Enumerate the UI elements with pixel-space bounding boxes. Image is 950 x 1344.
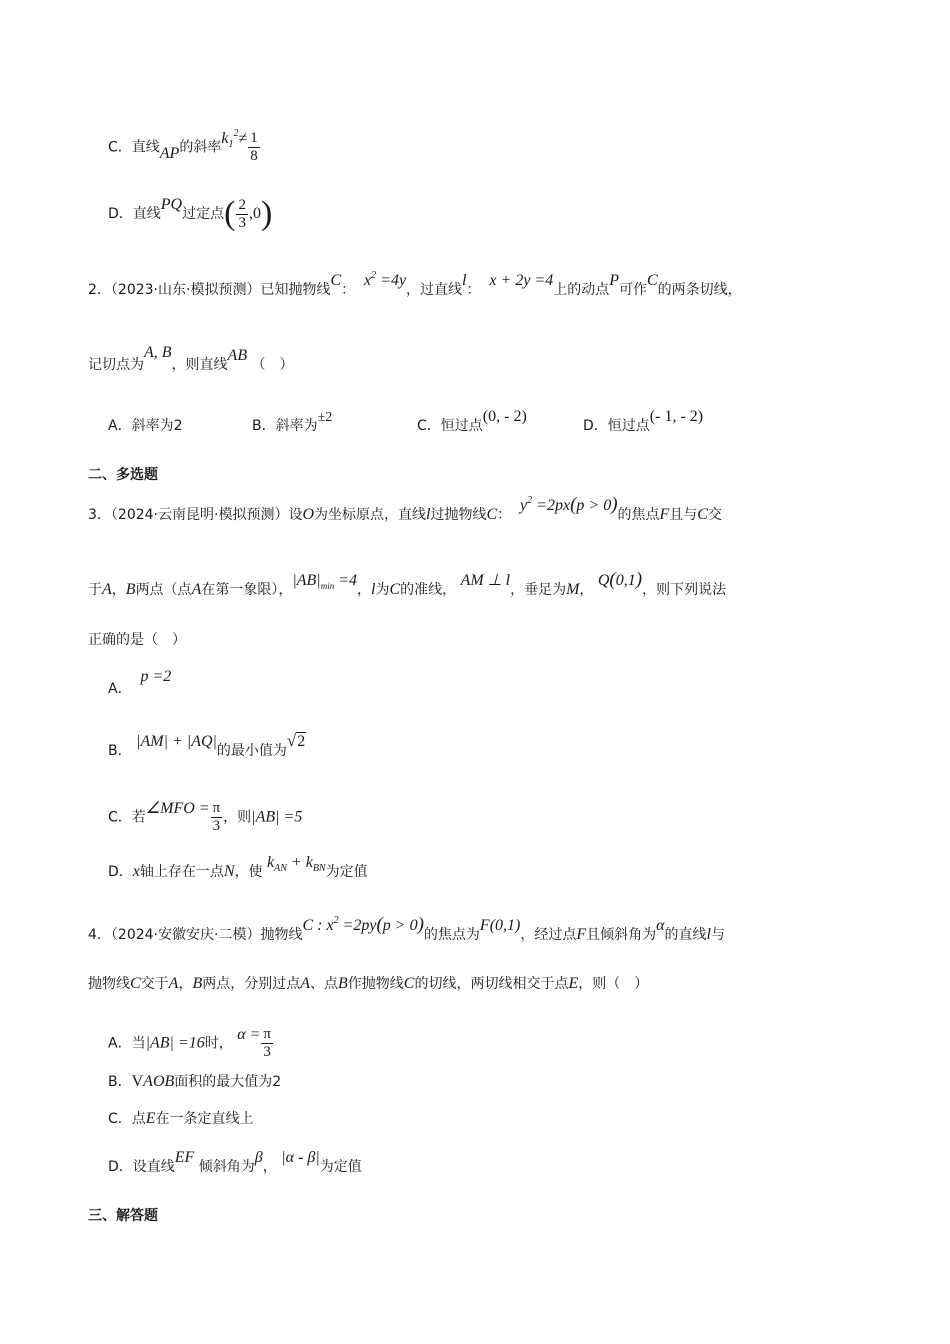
q4-stem-line1: 4．（2024·安徽安庆·二模）抛物线C : $x^2 =2py(p > 0)$的焦点为F(0,1)，经过点F且倾斜角为α的直线l与 [88,914,725,943]
q4-stem-line2: 抛物线C交于A，B两点，分别过点A、点B作抛物线C的切线，两切线相交于点E，则（ ） [88,975,649,992]
q1-option-c: C．直线AP的斜率$k_1^2\ne$ $\frac{1}{8}$ [108,127,258,164]
q3-option-c: C．若∠MFO = $\frac{\pi}{3}$ ，则|AB| =5 [108,799,303,834]
section-heading-multiple-choice: 二、多选题 [88,467,158,483]
q3-stem-line2: 于A，B两点（点A在第一象限），$|AB|_{min} =4$，l为C的准线， AM ⊥ l，垂足为M， Q(0,1)，则下列说法 [88,569,727,598]
q2-option-a: A．斜率为2 [108,418,183,434]
q2-stem-line1: 2．（2023·山东·模拟预测）已知抛物线C： $x^2 =4y$，过直线l： x + 2y =4上的动点P可作C的两条切线， [88,270,742,298]
q3-option-d: D．x轴上存在一点N，使 $k_{AN} + k_{BN}$为定值 [108,854,368,880]
q4-option-b: B．VAOB面积的最大值为2 [108,1073,282,1090]
q3-stem-line3: 正确的是（ ） [88,632,186,648]
q4-option-c: C．点E在一条定直线上 [108,1110,254,1127]
q2-option-c: C．恒过点(0, - 2) [417,408,527,434]
q2-stem-line2: 记切点为A, B，则直线AB （ ） [88,344,294,373]
q3-option-b: B． |AM| + |AQ|的最小值为√2 [108,731,306,759]
q3-stem-line1: 3．（2024·云南昆明·模拟预测）设O为坐标原点，直线l过抛物线C： $y^2 =2px(p > 0)$的焦点F且与C交 [88,494,722,523]
q1-option-d: D．直线PQ过定点( $\frac{2}{3}$ ,0) [108,195,273,232]
q3-option-a: A． p =2 [108,668,172,697]
q4-option-a: A．当|AB| =16时， α = $\frac{\pi}{3}$ [108,1025,271,1060]
q2-option-b: B．斜率为±2 [252,410,333,434]
q2-option-d: D．恒过点(- 1, - 2) [583,408,704,434]
section-heading-solution: 三、解答题 [88,1208,158,1224]
q4-option-d: D．设直线EF 倾斜角为β， |α - β|为定值 [108,1149,362,1175]
